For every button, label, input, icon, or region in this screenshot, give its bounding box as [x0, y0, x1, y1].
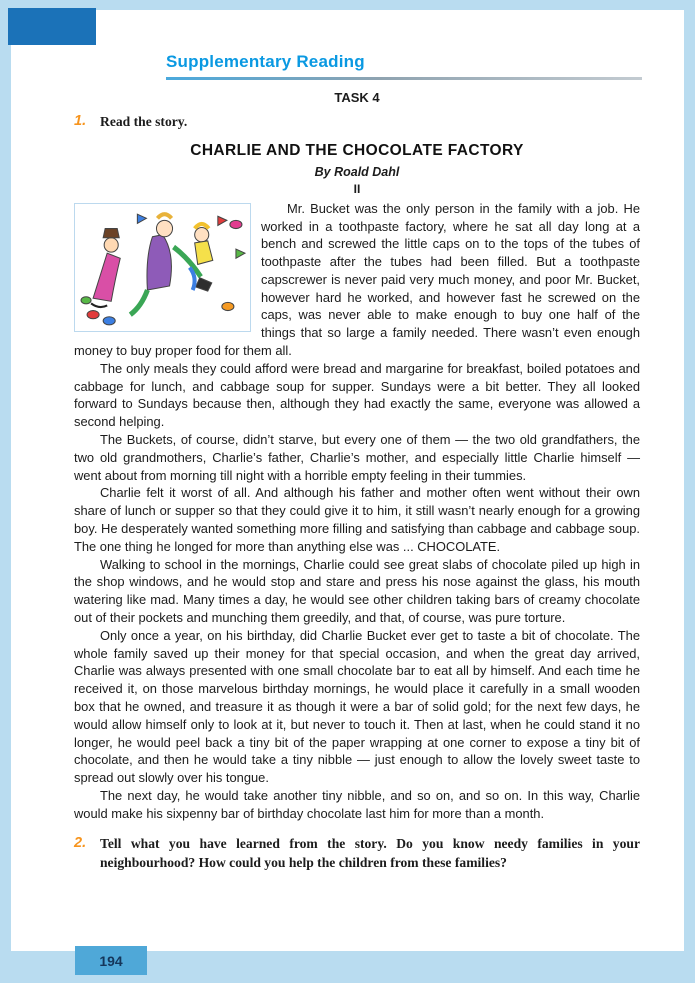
- story-paragraph: Charlie felt it worst of all. And although his father and mother often went without their own share of lunch or supper so that they could give it to him, it still wasn’t nearly enough for a growing boy. He desperately wanted something more filling and satisfying than cabbage and cabbage soup. The one thing he longed for more than anything else was ... CHOCOLATE.: [74, 485, 640, 554]
- story-paragraph: The next day, he would take another tiny nibble, and so on, and so on. In this way, Charlie would make his sixpenny bar of birthday chocolate last him for more than a month.: [74, 788, 640, 821]
- exercise-2-instruction: Tell what you have learned from the story. Do you know needy families in your neighbourhood? How could you help the children from these families?: [100, 835, 640, 871]
- exercise-2-number: 2.: [74, 834, 87, 851]
- story-author: By Roald Dahl: [314, 164, 400, 179]
- exercise-2: [74, 834, 640, 873]
- story-title: CHARLIE AND THE CHOCOLATE FACTORY: [190, 141, 524, 159]
- story-paragraph: Mr. Bucket was the only person in the family with a job. He worked in a toothpaste factory, where he sat all day long at a bench and screwed the little caps on to the tops of the tubes of toothpaste after the tubes had been filled. But a toothpaste capscrewer is never paid very much money, and poor Mr. Bucket, however hard he worked, and however fast he screwed on the caps, was never able to make enough to buy one half of the things that so large a family needed. There wasn’t even enough money to buy proper food for them all.: [74, 200, 640, 359]
- exercise-1-number: 1.: [74, 113, 87, 129]
- story-illustration: [74, 203, 251, 332]
- charlie-illustration-drawing: [77, 206, 248, 329]
- story-paragraph: The Buckets, of course, didn’t starve, but every one of them — the two old grandfathers, the two old grandmothers, Charlie’s father, Charlie’s mother, and especially little Charlie himself — went about from morning till night with a horrible empty feeling in their tummies.: [74, 432, 640, 483]
- exercise-1: [74, 112, 640, 132]
- page-number: 194: [99, 952, 123, 969]
- story-paragraph: The only meals they could afford were bread and margarine for breakfast, boiled potatoes and cabbage for lunch, and cabbage soup for supper. Sundays were a bit better. They all looked forward to Sundays because then, although they had exactly the same, everyone was allowed a second helping.: [74, 360, 640, 430]
- page-header: [166, 52, 642, 80]
- page-number-badge: [75, 946, 147, 975]
- page-content: [74, 90, 640, 873]
- story-body: [74, 200, 640, 823]
- story-part-number: II: [353, 181, 361, 196]
- page-sheet: [11, 10, 684, 951]
- story-paragraph: Walking to school in the mornings, Charlie could see great slabs of chocolate piled up high in the shop windows, and he would stop and stare and press his nose against the glass, his mouth watering like mad. Many times a day, he would see other children taking bars of creamy chocolate out of their pockets and munching them greedily, and that, of course, was pure torture.: [74, 556, 640, 626]
- corner-decoration: [8, 8, 96, 45]
- header-rule: [166, 77, 642, 80]
- story-paragraph: Only once a year, on his birthday, did Charlie Bucket ever get to taste a bit of chocolate. The whole family saved up their money for that special occasion, and when the great day arrived, Charlie was always presented with one small chocolate bar to eat all by himself. And each time he received it, on those marvelous birthday mornings, he would place it carefully in a small wooden box that he owned, and treasure it as though it were a bar of solid gold; for the next few days, he would allow himself only to look at it, but never to touch it. Then at last, when he could stand it no longer, he would peel back a tiny bit of the paper wrapping at one corner to expose a tiny bit of chocolate, and then he would take a tiny nibble — just enough to allow the lovely sweet taste to spread out slowly over his tongue.: [74, 627, 640, 786]
- task-label: TASK 4: [334, 90, 380, 105]
- exercise-1-instruction: Read the story.: [100, 114, 188, 129]
- section-title: Supplementary Reading: [166, 52, 365, 71]
